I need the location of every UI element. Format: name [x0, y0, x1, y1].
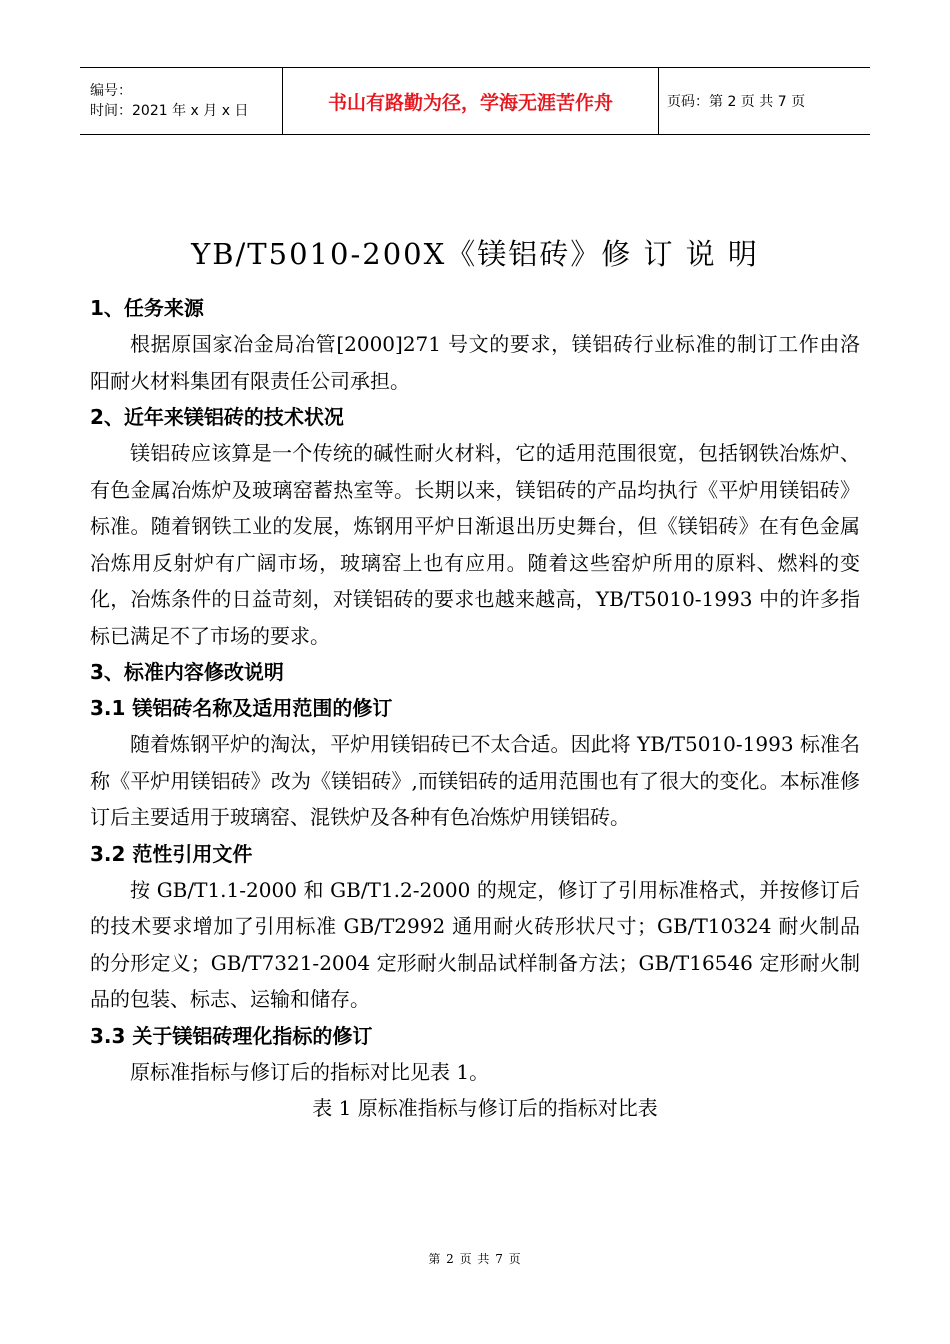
paragraph: 按 GB/T1.1-2000 和 GB/T1.2-2000 的规定，修订了引用标准格式，并按修订后的技术要求增加了引用标准 GB/T2992 通用耐火砖形状尺寸；GB/T10324 耐火制品的分形定义；GB/T7321-2004 定形耐火制品试样制备方法；GB/T16546 定形耐火制品的包装、标志、运输和储存。 — [90, 877, 860, 1011]
footer-page-number: 第 2 页 共 7 页 — [428, 1252, 522, 1266]
section-heading: 2、近年来镁铝砖的技术状况 — [90, 405, 344, 429]
header-meta — [80, 68, 283, 134]
document-body — [90, 290, 860, 1126]
paragraph: 根据原国家冶金局冶管[2000]271 号文的要求，镁铝砖行业标准的制订工作由洛阳耐火材料集团有限责任公司承担。 — [90, 332, 860, 393]
header-page-info — [659, 68, 870, 134]
header-time: 时间：2021 年 x 月 x 日 — [90, 103, 249, 119]
section-heading: 3、标准内容修改说明 — [90, 660, 284, 684]
section-heading: 1、任务来源 — [90, 296, 204, 320]
paragraph: 镁铝砖应该算是一个传统的碱性耐火材料，它的适用范围很宽，包括钢铁冶炼炉、有色金属冶炼炉及玻璃窑蓄热室等。长期以来，镁铝砖的产品均执行《平炉用镁铝砖》标准。随着钢铁工业的发展，炼钢用平炉日渐退出历史舞台，但《镁铝砖》在有色金属冶炼用反射炉有广阔市场，玻璃窑上也有应用。随着这些窑炉所用的原料、燃料的变化，冶炼条件的日益苛刻，对镁铝砖的要求也越来越高，YB/T5010-1993 中的许多指标已满足不了市场的要求。 — [90, 441, 860, 648]
subsection-heading: 3.3 关于镁铝砖理化指标的修订 — [90, 1023, 373, 1048]
header-motto — [283, 68, 659, 134]
header-motto-text: 书山有路勤为径，学海无涯苦作舟 — [327, 91, 613, 114]
subsection-heading: 3.2 范性引用文件 — [90, 841, 253, 866]
header-page-info-text: 页码：第 2 页 共 7 页 — [667, 94, 806, 110]
page-footer — [0, 1250, 950, 1267]
header-number: 编号： — [90, 83, 132, 99]
document-title: YB/T5010-200X《镁铝砖》修 订 说 明 — [191, 237, 759, 271]
paragraph: 原标准指标与修订后的指标对比见表 1。 — [130, 1059, 490, 1084]
table-caption: 表 1 原标准指标与修订后的指标对比表 — [312, 1096, 658, 1120]
page-header — [80, 67, 870, 135]
subsection-heading: 3.1 镁铝砖名称及适用范围的修订 — [90, 696, 393, 720]
paragraph: 随着炼钢平炉的淘汰，平炉用镁铝砖已不太合适。因此将 YB/T5010-1993 标准名称《平炉用镁铝砖》改为《镁铝砖》,而镁铝砖的适用范围也有了很大的变化。本标准修订后主要适用于玻璃窑、混铁炉及各种有色冶炼炉用镁铝砖。 — [90, 732, 860, 829]
